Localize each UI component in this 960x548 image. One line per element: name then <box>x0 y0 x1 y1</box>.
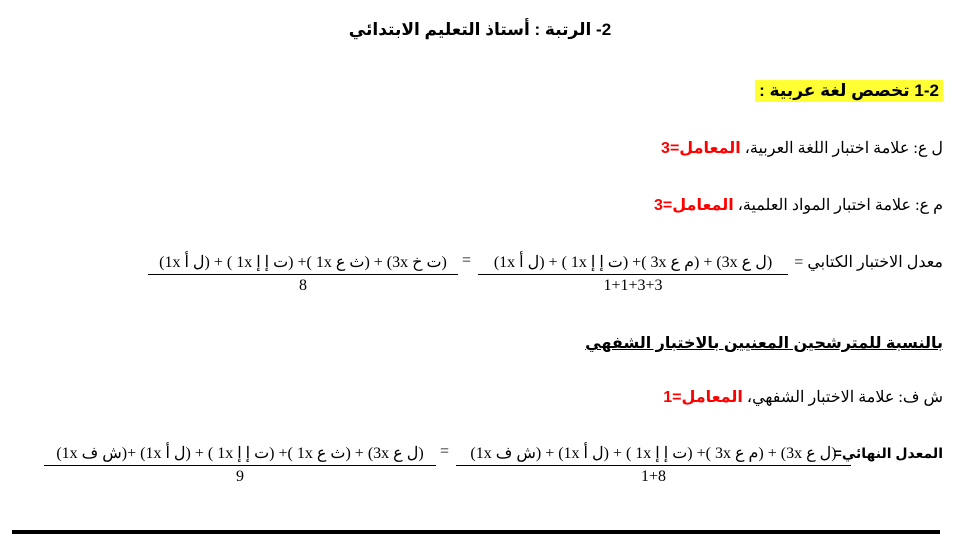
definition-oral-exam <box>663 387 943 407</box>
section-heading: 1-2 تخصص لغة عربية : <box>755 80 943 102</box>
fraction-denominator: 1+8 <box>456 465 851 486</box>
oral-exam-heading: بالنسبة للمترشحين المعنيين بالاختبار الشفهي <box>585 335 943 352</box>
equals-sign: = <box>440 443 450 460</box>
fraction-numerator: (ل ع 3x) + (م ع 3x )+ (ت إ إ 1x ) + (ل أ 1x) <box>493 254 773 271</box>
equals-sign: = <box>462 252 472 269</box>
written-average-fraction-1 <box>478 252 788 295</box>
bottom-divider <box>12 530 940 534</box>
fraction-denominator: 8 <box>148 274 458 295</box>
fraction-denominator: 9 <box>44 465 436 486</box>
definition-scientific-subjects <box>654 195 943 215</box>
coefficient-label: المعامل=1 <box>663 389 743 406</box>
page-title: 2- الرتبة : أستاذ التعليم الابتدائي <box>348 20 612 39</box>
written-average-fraction-2 <box>148 252 458 295</box>
definition-text: ش ف: علامة الاختبار الشفهي، <box>742 389 943 406</box>
definition-text: م ع: علامة اختبار المواد العلمية، <box>733 197 943 214</box>
coefficient-label: المعامل=3 <box>661 140 741 157</box>
final-average-fraction-1 <box>456 443 851 486</box>
fraction-numerator: (ت خ 3x) + (ث ع 1x )+ (ت إ إ 1x ) + (ل أ 1x) <box>159 254 447 271</box>
fraction-denominator: 1+1+3+3 <box>478 274 788 295</box>
final-average-label: المعدل النهائي= <box>833 445 943 461</box>
fraction-numerator: (ل ع 3x) + (م ع 3x )+ (ت إ إ 1x ) + (ل أ 1x) + (ش ف 1x) <box>470 445 837 462</box>
definition-text: ل ع: علامة اختبار اللغة العربية، <box>740 140 943 157</box>
written-average-label: معدل الاختبار الكتابي = <box>794 254 943 271</box>
coefficient-label: المعامل=3 <box>654 197 734 214</box>
fraction-numerator: (ل ع 3x) + (ث ع 1x )+ (ت إ إ 1x ) + (ل أ 1x) +(ش ف 1x) <box>56 445 424 462</box>
final-average-fraction-2 <box>44 443 436 486</box>
definition-arabic-language <box>661 138 943 158</box>
